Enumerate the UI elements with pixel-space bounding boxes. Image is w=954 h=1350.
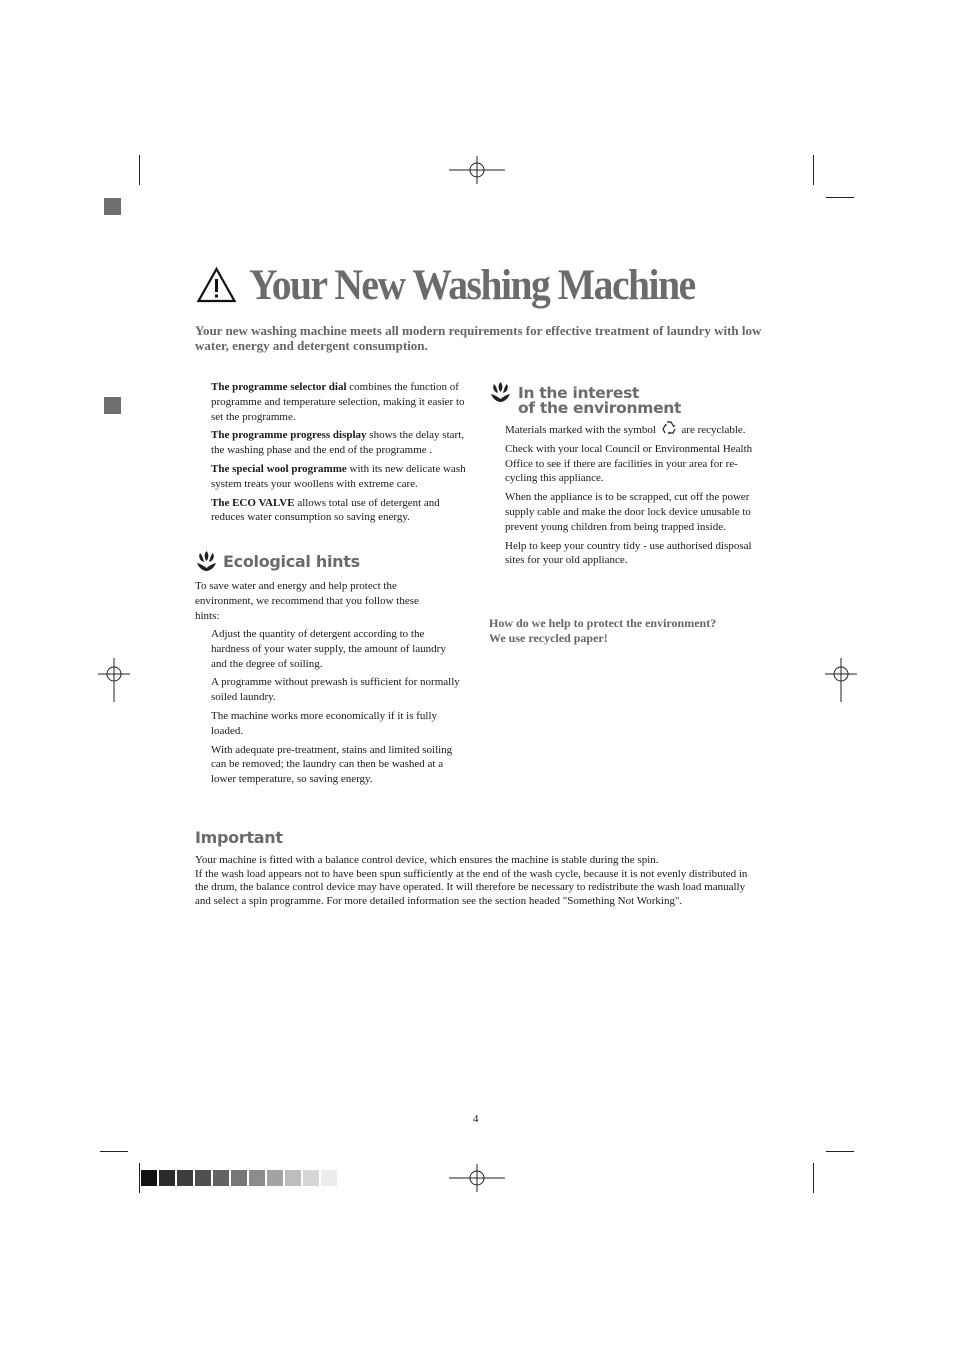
color-swatch [285,1170,301,1186]
important-heading: Important [195,828,283,847]
feature-item: The special wool programme with its new delicate wash system treats your woollens with extreme care. [211,462,466,490]
feature-item: The programme progress display shows the delay start, the washing phase and the end of the programme . [211,429,464,457]
color-swatch [249,1170,265,1186]
crop-mark [826,1151,854,1152]
list-item: With adequate pre-treatment, stains and limited soiling can be removed; the laundry can then be washed at a lower temperature, so saving energy. [211,743,453,786]
flower-icon [490,382,511,403]
list-item: A programme without prewash is sufficient for normally soiled laundry. [211,676,460,704]
environment-text [505,420,761,572]
list-item: Adjust the quantity of detergent according to the hardness of your water supply, the amount of laundry and the degree of soiling. [211,628,446,670]
important-text: Your machine is fitted with a balance control device, which ensures the machine is stable during the spin. If the wash load appears not to have been spun sufficiently at the end of the wash cycle, because it is not evenly distributed in the drum, the balance control device may have operated. It will therefore be necessary to redistribute the wash load manually and select a spin programme. For more detailed information see the section headed "Something Not Working". [195,854,748,907]
list-item: The machine works more economically if it is fully loaded. [211,709,438,737]
crop-mark [813,1163,814,1193]
color-swatch [321,1170,337,1186]
flower-icon [196,551,217,572]
environment-paragraph: When the appliance is to be scrapped, cut off the power supply cable and make the door lock device unusable to prevent young children from being trapped inside. [505,491,751,533]
page-title: Your New Washing Machine [249,261,695,309]
color-swatch [159,1170,175,1186]
recycle-icon [661,420,677,436]
color-swatch [141,1170,157,1186]
environment-paragraph: Check with your local Council or Environmental Health Office to see if there are facilities in your area for re-cycling this appliance. [505,442,753,485]
color-swatch [303,1170,319,1186]
page-number: 4 [473,1113,479,1125]
crop-mark [826,197,854,198]
features-list [211,380,469,529]
registration-mark-icon [449,1158,505,1198]
crop-mark [139,1163,140,1193]
feature-item: The programme selector dial combines the function of programme and temperature selection, making it easier to set the programme. [211,381,465,423]
print-square-mark [104,397,121,414]
crop-mark [813,155,814,185]
color-calibration-bar [141,1170,337,1186]
page-header [196,258,733,312]
ecological-hints-heading: Ecological hints [196,551,360,572]
registration-mark-icon [449,150,505,190]
color-swatch [213,1170,229,1186]
environment-heading: In the interest of the environment [518,384,682,417]
warning-triangle-icon [196,266,237,304]
crop-mark [139,155,140,185]
ecological-intro: To save water and energy and help protect the environment, we recommend that you follow these hints: [195,580,419,622]
ecological-hints-list [211,627,461,791]
recycled-paper-note: How do we help to protect the environment? We use recycled paper! [489,616,717,645]
color-swatch [195,1170,211,1186]
color-swatch [231,1170,247,1186]
recycle-paragraph: Materials marked with the symbol are recyclable. [505,420,761,438]
intro-paragraph: Your new washing machine meets all modern requirements for effective treatment of laundry with low water, energy and detergent consumption. [195,323,762,353]
registration-mark-icon [825,658,857,702]
feature-item: The ECO VALVE allows total use of detergent and reduces water consumption so saving energy. [211,496,440,524]
color-swatch [177,1170,193,1186]
crop-mark [100,1151,128,1152]
environment-paragraph: Help to keep your country tidy - use authorised disposal sites for your old appliance. [505,539,752,567]
registration-mark-icon [98,658,130,702]
color-swatch [267,1170,283,1186]
print-square-mark [104,198,121,215]
